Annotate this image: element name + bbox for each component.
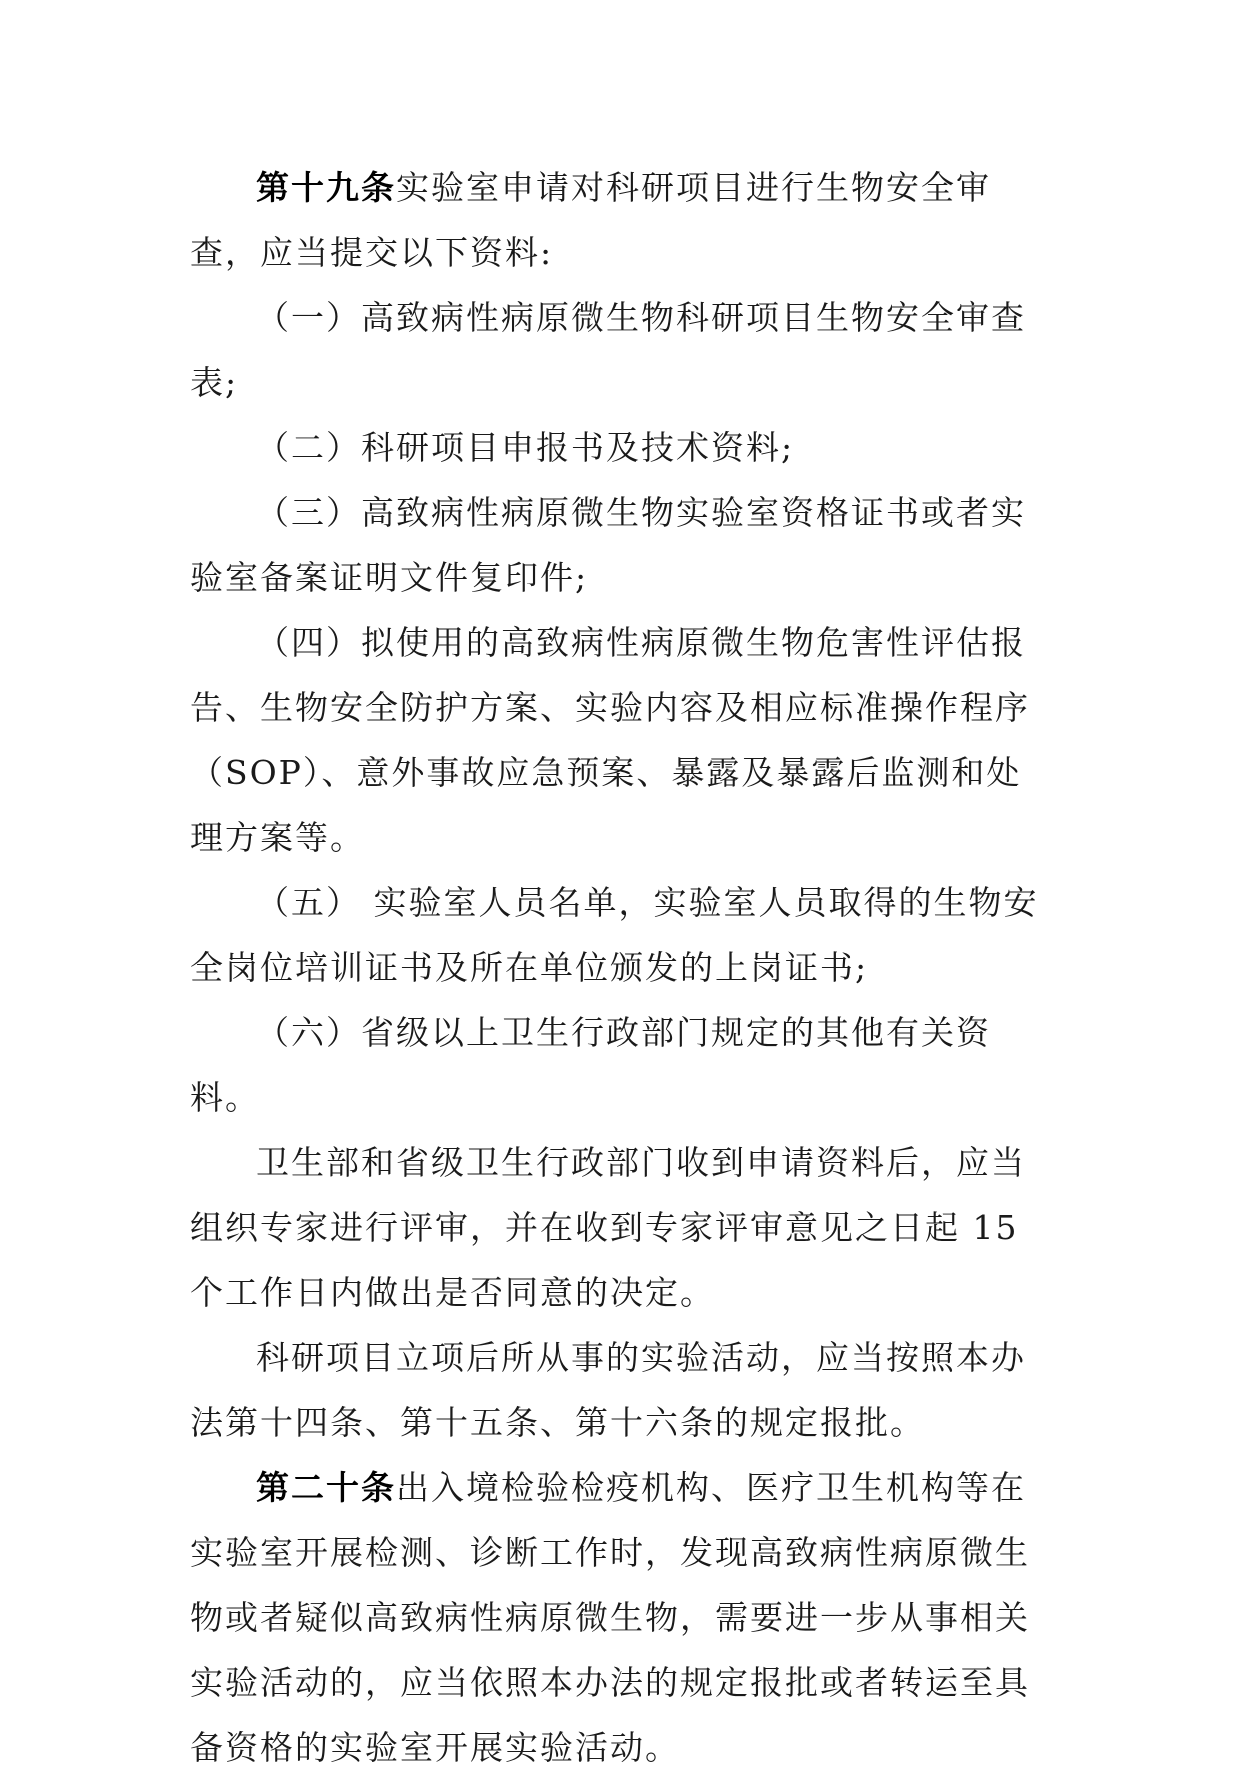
list-item-5: （五） 实验室人员名单，实验室人员取得的生物安全岗位培训证书及所在单位颁发的上岗证书; <box>190 883 1039 987</box>
list-item-3: （三）高致病性病原微生物实验室资格证书或者实验室备案证明文件复印件; <box>190 493 1026 597</box>
article-20-paragraph <box>190 1455 1050 1780</box>
article-19-heading: 第十九条 <box>256 168 396 207</box>
article-20-text: 出入境检验检疫机构、医疗卫生机构等在实验室开展检测、诊断工作时，发现高致病性病原微生物或者疑似高致病性病原微生物，需要进一步从事相关实验活动的，应当依照本办法的规定报批或者转运至具备资格的实验室开展实验活动。 <box>190 1468 1030 1767</box>
list-item-4: （四）拟使用的高致病性病原微生物危害性评估报告、生物安全防护方案、实验内容及相应标准操作程序（SOP）、意外事故应急预案、暴露及暴露后监测和处理方案等。 <box>190 623 1030 857</box>
list-item-6: （六）省级以上卫生行政部门规定的其他有关资料。 <box>190 1013 991 1117</box>
article-19-paragraph <box>190 155 1050 285</box>
document-body <box>190 155 1050 1780</box>
approval-paragraph: 科研项目立项后所从事的实验活动，应当按照本办法第十四条、第十五条、第十六条的规定报批。 <box>190 1338 1026 1442</box>
list-item-1: （一）高致病性病原微生物科研项目生物安全审查表; <box>190 298 1026 402</box>
review-paragraph: 卫生部和省级卫生行政部门收到申请资料后，应当组织专家进行评审，并在收到专家评审意见之日起 15 个工作日内做出是否同意的决定。 <box>190 1143 1026 1312</box>
list-item-2: （二）科研项目申报书及技术资料; <box>256 428 795 467</box>
article-20-heading: 第二十条 <box>256 1468 396 1507</box>
article-19-text: 实验室申请对科研项目进行生物安全审查，应当提交以下资料: <box>190 168 991 272</box>
